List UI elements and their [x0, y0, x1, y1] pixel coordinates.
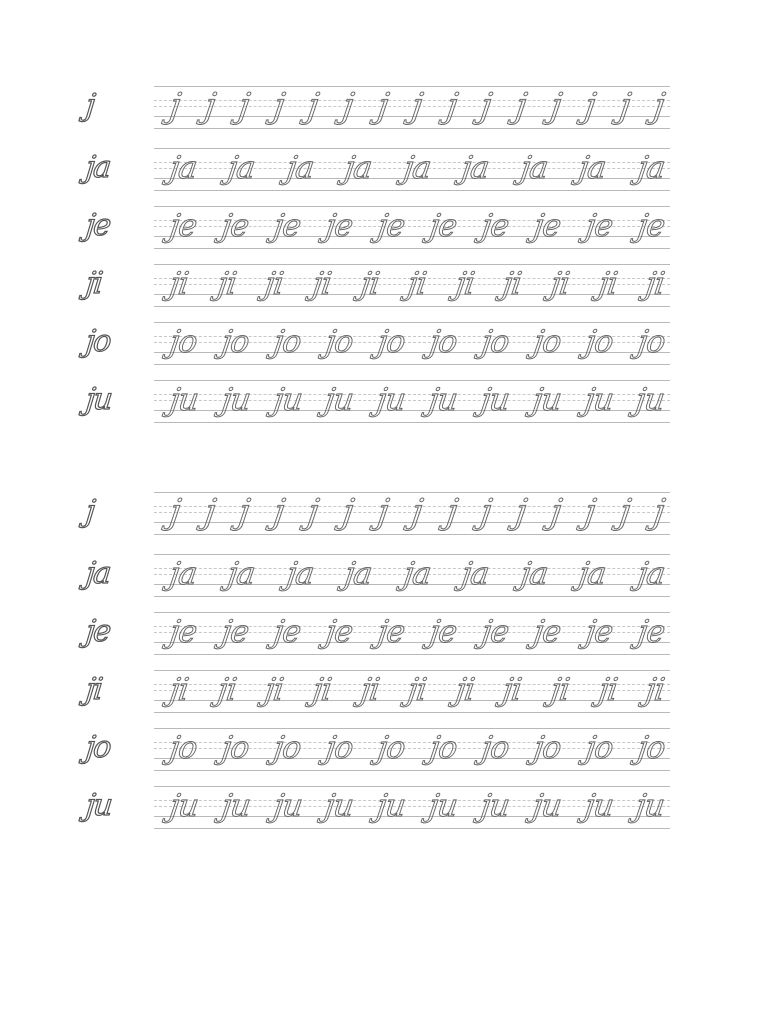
tracing-syllable: je [427, 614, 459, 650]
tracing-syllable: ji [405, 672, 429, 708]
tracing-syllable: j [305, 492, 321, 532]
tracing-syllable: ju [581, 382, 615, 418]
practice-row-jo [86, 724, 670, 782]
tracing-syllable: ju [478, 382, 511, 418]
tracing-syllable: je [219, 208, 251, 244]
tracing-syllable: j [201, 86, 217, 126]
tracing-syllable: ja [576, 150, 609, 186]
guide-line [154, 306, 670, 307]
tracing-syllable: ji [643, 266, 667, 302]
tracing-syllable: je [635, 208, 667, 244]
tracing-syllable: j [340, 492, 356, 532]
tracing-syllable: j [374, 492, 390, 532]
tracing-syllable: jo [271, 730, 303, 766]
tracing-syllable: jo [375, 730, 407, 766]
tracing-syllable: je [635, 614, 667, 650]
guide-line [154, 596, 670, 597]
tracing-syllable: ji [453, 266, 476, 302]
tracing-syllable: j [270, 492, 287, 532]
guide-line [154, 248, 670, 249]
tracing-syllable: ju [322, 788, 356, 824]
tracing-syllable: jo [583, 730, 615, 766]
practice-row-je [86, 608, 670, 666]
tracing-syllable: j [582, 492, 598, 532]
tracing-syllable: j [443, 86, 460, 126]
tracing-syllable: ju [322, 382, 356, 418]
tracing-syllable: j [513, 492, 529, 532]
tracing-syllable: ji [167, 672, 191, 708]
tracing-syllable: ja [459, 556, 492, 592]
tracing-syllable: ja [518, 150, 550, 186]
tracing-syllable: ju [374, 788, 408, 824]
tracing-syllable: j [651, 86, 667, 126]
tracing-syllable: j [270, 86, 287, 126]
tracing-syllable: j [409, 492, 425, 532]
tracing-syllable: ji [215, 672, 238, 708]
tracing-syllable: ji [596, 266, 619, 302]
tracing-syllable: j [616, 492, 633, 532]
practice-row-je [86, 202, 670, 260]
tracing-syllable: ju [530, 382, 563, 418]
tracing-syllable: ja [401, 150, 433, 186]
tracing-syllable: ja [576, 556, 609, 592]
model-syllable: ja [84, 150, 112, 185]
tracing-syllable: ja [167, 150, 199, 186]
tracing-syllable: je [479, 614, 511, 650]
tracing-syllable: j [547, 86, 563, 126]
tracing-syllable: ji [596, 672, 619, 708]
tracing-syllable: jo [375, 324, 407, 360]
tracing-syllable: ju [167, 788, 201, 824]
tracing-syllable: jo [531, 324, 563, 360]
tracing-syllable: jo [479, 730, 511, 766]
practice-row-ji [86, 260, 670, 318]
tracing-syllable: ja [284, 150, 316, 186]
tracing-syllable: ji [500, 672, 524, 708]
tracing-syllable: j [547, 492, 563, 532]
tracing-line [167, 786, 667, 826]
tracing-line [167, 728, 667, 768]
model-syllable: je [84, 208, 111, 243]
tracing-syllable: je [427, 208, 459, 244]
model-syllable: ji [84, 672, 103, 707]
tracing-syllable: ju [271, 788, 304, 824]
tracing-line [167, 86, 667, 126]
tracing-syllable: ju [530, 788, 563, 824]
tracing-syllable: jo [219, 730, 251, 766]
tracing-syllable: ju [581, 788, 615, 824]
tracing-syllable: je [583, 614, 615, 650]
practice-row-ja [86, 144, 670, 202]
model-syllable: ja [84, 556, 112, 591]
tracing-syllable: ji [358, 266, 381, 302]
tracing-syllable: jo [323, 730, 355, 766]
tracing-syllable: j [305, 86, 321, 126]
model-syllable: j [84, 494, 96, 529]
guide-line [154, 770, 670, 771]
model-syllable: je [84, 614, 111, 649]
tracing-syllable: j [582, 86, 598, 126]
tracing-line [167, 670, 667, 710]
tracing-syllable: ju [633, 382, 667, 418]
tracing-syllable: ju [219, 788, 252, 824]
tracing-syllable: ji [643, 672, 667, 708]
guide-line [154, 654, 670, 655]
tracing-syllable: ji [453, 672, 476, 708]
tracing-syllable: j [236, 492, 252, 532]
tracing-syllable: j [236, 86, 252, 126]
tracing-syllable: je [323, 208, 355, 244]
tracing-syllable: ja [167, 556, 199, 592]
tracing-syllable: jo [219, 324, 251, 360]
tracing-syllable: ja [401, 556, 433, 592]
tracing-line [167, 492, 667, 532]
tracing-syllable: j [443, 492, 460, 532]
guide-line [154, 828, 670, 829]
tracing-syllable: jo [323, 324, 355, 360]
tracing-line [167, 322, 667, 362]
tracing-syllable: jo [531, 730, 563, 766]
tracing-syllable: ja [225, 556, 258, 592]
model-syllable: j [84, 88, 96, 123]
practice-block-2 [86, 488, 670, 840]
tracing-syllable: je [583, 208, 615, 244]
tracing-syllable: ji [358, 672, 381, 708]
tracing-syllable: ju [219, 382, 252, 418]
tracing-syllable: j [409, 86, 425, 126]
tracing-syllable: jo [479, 324, 511, 360]
practice-row-j [86, 488, 670, 550]
tracing-line [167, 148, 667, 188]
tracing-syllable: ja [518, 556, 550, 592]
tracing-syllable: j [201, 492, 217, 532]
tracing-syllable: ja [284, 556, 316, 592]
tracing-syllable: ji [215, 266, 238, 302]
tracing-syllable: ju [374, 382, 408, 418]
tracing-syllable: jo [271, 324, 303, 360]
tracing-syllable: ju [426, 788, 460, 824]
tracing-syllable: j [616, 86, 633, 126]
tracing-syllable: j [340, 86, 356, 126]
tracing-syllable: jo [635, 730, 667, 766]
tracing-syllable: ji [310, 266, 333, 302]
tracing-syllable: je [479, 208, 511, 244]
tracing-syllable: ji [167, 266, 191, 302]
tracing-syllable: ji [548, 266, 572, 302]
tracing-syllable: ja [459, 150, 492, 186]
tracing-line [167, 612, 667, 652]
tracing-syllable: je [271, 614, 303, 650]
guide-line [154, 364, 670, 365]
tracing-syllable: je [271, 208, 303, 244]
practice-block-1 [86, 82, 670, 434]
tracing-syllable: ji [310, 672, 333, 708]
tracing-syllable: j [374, 86, 390, 126]
guide-line [154, 190, 670, 191]
model-syllable: jo [84, 730, 112, 765]
tracing-syllable: je [531, 614, 563, 650]
practice-row-ji [86, 666, 670, 724]
tracing-syllable: jo [167, 324, 199, 360]
tracing-syllable: je [375, 614, 407, 650]
guide-line [154, 422, 670, 423]
guide-line [154, 712, 670, 713]
tracing-syllable: j [513, 86, 529, 126]
tracing-syllable: ji [262, 266, 286, 302]
tracing-syllable: ji [405, 266, 429, 302]
practice-row-j [86, 82, 670, 144]
tracing-syllable: je [219, 614, 251, 650]
tracing-syllable: je [167, 614, 199, 650]
tracing-syllable: je [323, 614, 355, 650]
tracing-syllable: je [531, 208, 563, 244]
tracing-line [167, 206, 667, 246]
practice-row-ju [86, 782, 670, 840]
tracing-syllable: jo [427, 324, 459, 360]
tracing-syllable: ja [635, 150, 667, 186]
tracing-syllable: jo [427, 730, 459, 766]
tracing-syllable: ju [478, 788, 511, 824]
model-syllable: ju [84, 788, 113, 823]
tracing-syllable: j [167, 492, 183, 532]
practice-row-ja [86, 550, 670, 608]
tracing-syllable: jo [167, 730, 199, 766]
tracing-syllable: je [375, 208, 407, 244]
tracing-line [167, 554, 667, 594]
tracing-syllable: je [167, 208, 199, 244]
tracing-syllable: ja [342, 556, 375, 592]
tracing-syllable: ja [225, 150, 258, 186]
tracing-syllable: ji [548, 672, 572, 708]
practice-row-jo [86, 318, 670, 376]
guide-line [154, 534, 670, 535]
tracing-syllable: ju [633, 788, 667, 824]
tracing-syllable: ji [262, 672, 286, 708]
tracing-line [167, 264, 667, 304]
model-syllable: jo [84, 324, 112, 359]
tracing-syllable: ju [426, 382, 460, 418]
tracing-syllable: ja [342, 150, 375, 186]
tracing-syllable: ji [500, 266, 524, 302]
tracing-syllable: jo [635, 324, 667, 360]
tracing-syllable: jo [583, 324, 615, 360]
tracing-syllable: ju [271, 382, 304, 418]
guide-line [154, 128, 670, 129]
tracing-syllable: j [651, 492, 667, 532]
tracing-syllable: j [478, 86, 494, 126]
tracing-line [167, 380, 667, 420]
tracing-syllable: ju [167, 382, 201, 418]
practice-row-ju [86, 376, 670, 434]
tracing-syllable: ja [635, 556, 667, 592]
model-syllable: ju [84, 382, 113, 417]
tracing-syllable: j [167, 86, 183, 126]
model-syllable: ji [84, 266, 103, 301]
tracing-syllable: j [478, 492, 494, 532]
